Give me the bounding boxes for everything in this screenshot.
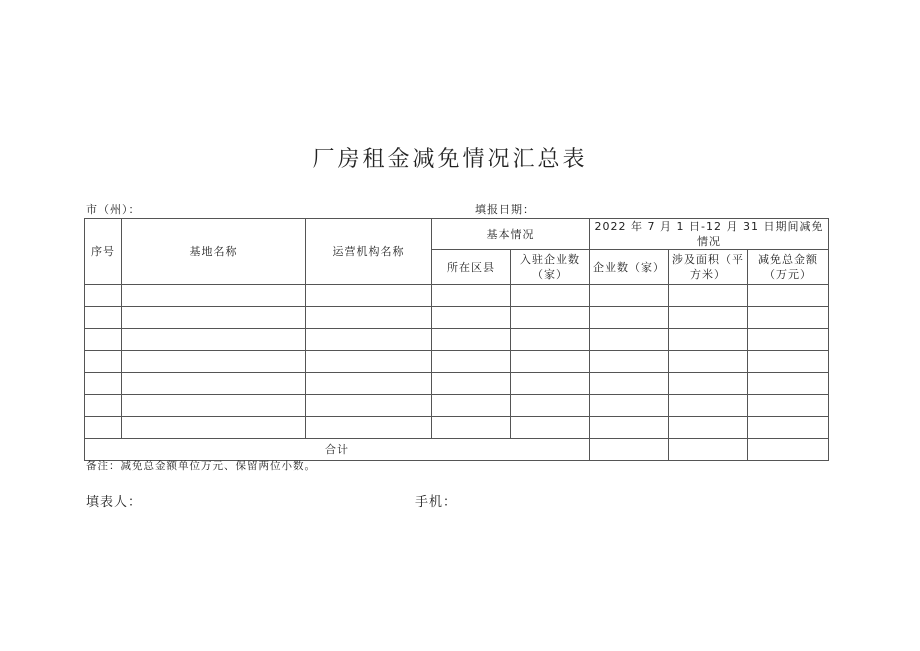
table-cell[interactable] <box>306 351 432 373</box>
table-cell[interactable] <box>511 285 590 307</box>
table-cell[interactable] <box>748 307 829 329</box>
table-cell[interactable] <box>511 395 590 417</box>
table-cell[interactable] <box>511 329 590 351</box>
table-cell[interactable] <box>511 373 590 395</box>
table-cell[interactable] <box>669 307 748 329</box>
table-cell[interactable] <box>306 285 432 307</box>
table-cell[interactable] <box>432 417 511 439</box>
header-operator-name: 运营机构名称 <box>306 219 432 285</box>
table-cell[interactable] <box>432 351 511 373</box>
table-cell[interactable] <box>590 351 669 373</box>
table-cell[interactable] <box>748 395 829 417</box>
header-company-count: 企业数（家） <box>590 250 669 285</box>
table-cell[interactable] <box>122 307 306 329</box>
table-cell[interactable] <box>590 285 669 307</box>
table-cell[interactable] <box>590 417 669 439</box>
table-body <box>85 285 829 439</box>
date-label: 填报日期： <box>475 203 535 216</box>
table-cell[interactable] <box>85 307 122 329</box>
table-cell[interactable] <box>306 329 432 351</box>
table-cell[interactable] <box>511 351 590 373</box>
table-row <box>85 373 829 395</box>
total-company-count[interactable] <box>590 439 669 461</box>
table-cell[interactable] <box>669 417 748 439</box>
total-amount[interactable] <box>748 439 829 461</box>
table-cell[interactable] <box>748 373 829 395</box>
table-row <box>85 307 829 329</box>
header-area: 涉及面积（平方米） <box>669 250 748 285</box>
city-label: 市（州）： <box>86 203 141 216</box>
table-cell[interactable] <box>85 395 122 417</box>
table-cell[interactable] <box>122 373 306 395</box>
summary-table <box>84 218 829 461</box>
phone-label: 手机： <box>415 495 458 510</box>
table-cell[interactable] <box>432 395 511 417</box>
table-cell[interactable] <box>306 417 432 439</box>
table-row <box>85 285 829 307</box>
header-relief-period: 2022 年 7 月 1 日-12 月 31 日期间减免情况 <box>590 219 829 250</box>
table-cell[interactable] <box>432 307 511 329</box>
header-enterprise-count: 入驻企业数（家） <box>511 250 590 285</box>
table-cell[interactable] <box>122 329 306 351</box>
filler-label: 填表人： <box>86 495 143 510</box>
table-cell[interactable] <box>511 307 590 329</box>
header-base-name: 基地名称 <box>122 219 306 285</box>
table-cell[interactable] <box>669 373 748 395</box>
footnote: 备注：减免总金额单位万元、保留两位小数。 <box>86 460 316 472</box>
table-cell[interactable] <box>590 307 669 329</box>
table-cell[interactable] <box>590 373 669 395</box>
table-cell[interactable] <box>122 395 306 417</box>
table-cell[interactable] <box>432 373 511 395</box>
total-area[interactable] <box>669 439 748 461</box>
table-cell[interactable] <box>669 351 748 373</box>
table-cell[interactable] <box>432 329 511 351</box>
table-cell[interactable] <box>306 307 432 329</box>
header-district: 所在区县 <box>432 250 511 285</box>
table-cell[interactable] <box>85 329 122 351</box>
table-cell[interactable] <box>306 373 432 395</box>
table-cell[interactable] <box>85 373 122 395</box>
table-cell[interactable] <box>748 329 829 351</box>
table-cell[interactable] <box>306 395 432 417</box>
table-cell[interactable] <box>85 417 122 439</box>
table-cell[interactable] <box>748 285 829 307</box>
header-basic-info: 基本情况 <box>432 219 590 250</box>
table-row <box>85 417 829 439</box>
header-total-amount: 减免总金额（万元） <box>748 250 829 285</box>
header-seq: 序号 <box>85 219 122 285</box>
table-cell[interactable] <box>122 285 306 307</box>
table-cell[interactable] <box>669 395 748 417</box>
table-cell[interactable] <box>590 329 669 351</box>
table-cell[interactable] <box>669 329 748 351</box>
table-cell[interactable] <box>432 285 511 307</box>
table-cell[interactable] <box>122 417 306 439</box>
table-row <box>85 351 829 373</box>
table-cell[interactable] <box>511 417 590 439</box>
table-cell[interactable] <box>748 417 829 439</box>
table-cell[interactable] <box>669 285 748 307</box>
table-cell[interactable] <box>590 395 669 417</box>
table-cell[interactable] <box>85 285 122 307</box>
table-row <box>85 329 829 351</box>
form-title: 厂房租金减免情况汇总表 <box>312 147 588 172</box>
table-cell[interactable] <box>122 351 306 373</box>
table-row <box>85 395 829 417</box>
table-cell[interactable] <box>85 351 122 373</box>
total-label: 合计 <box>85 439 590 461</box>
table-cell[interactable] <box>748 351 829 373</box>
